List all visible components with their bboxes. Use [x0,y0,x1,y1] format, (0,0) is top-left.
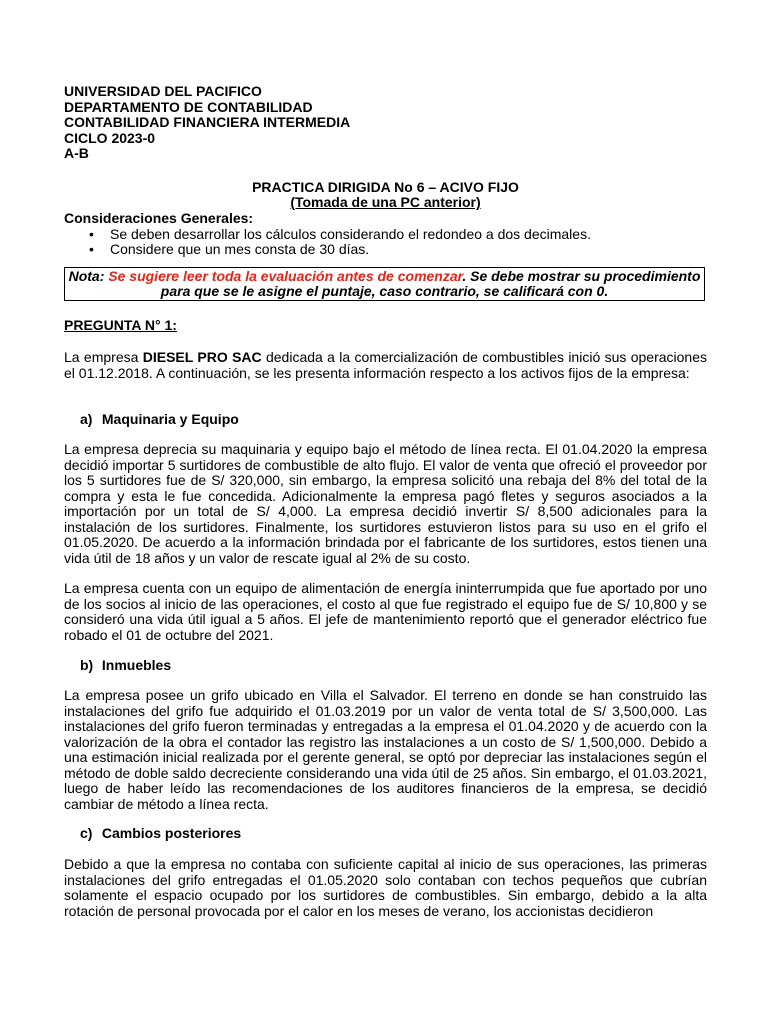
company-name: DIESEL PRO SAC [142,349,262,365]
bullet-icon: • [89,225,94,242]
section-heading-a [64,412,707,428]
paragraph-later-changes: Debido a que la empresa no contaba con suficiente capital al inicio de sus operaciones, las primeras instalaciones del grifo entregadas el 01.05.2020 solo contaban con techos pequeños que cubrían solamente el espacio ocupado por los surtidores de combustibles. Sin embargo, debido a la alta rotación de personal provocada por el calor en los meses de verano, los accionistas decidieron [64,856,707,919]
note-text: . Se debe mostrar su procedimiento para que se le asigne el puntaje, caso contrario, se calificará con 0. [160,268,701,299]
section-heading-c [64,826,707,842]
list-item [64,227,707,243]
header-department: DEPARTAMENTO DE CONTABILIDAD [64,98,313,115]
practice-title [64,180,707,210]
list-item [64,242,707,258]
header-course: CONTABILIDAD FINANCIERA INTERMEDIA [64,114,351,130]
bullet-icon: • [89,241,94,257]
header-university: UNIVERSIDAD DEL PACIFICO [64,83,262,99]
consideration-text: Se deben desarrollar los cálculos considerando el redondeo a dos decimales. [110,225,591,242]
section-title: Maquinaria y Equipo [101,411,239,427]
question-intro [64,350,707,381]
considerations-heading: Consideraciones Generales: [64,210,254,226]
paragraph-machinery: La empresa deprecia su maquinaria y equipo bajo el método de línea recta. El 01.04.2020 la empresa decidió importar 5 surtidores de combustible de alto flujo. El valor de venta que ofreció el proveedor por los 5 surtidores fue de S/ 320,000, sin embargo, la empresa solicitó una rebaja del 8% del total de la compra y esta le fue concedida. Adicionalmente la empresa pagó fletes y seguros asociados a la importación por un total de S/ 4,000. La empresa decidió invertir S/ 8,500 adicionales para la instalación de los surtidores. Finalmente, los surtidores estuvieron listos para su uso en el grifo el 01.05.2020. De acuerdo a la información brindada por el fabricante de los surtidores, estos tienen una vida útil de 18 años y un valor de rescate igual al 2% de su costo. [64,441,707,566]
paragraph-ups-equipment: La empresa cuenta con un equipo de alimentación de energía ininterrumpida que fue aportado por uno de los socios al inicio de las operaciones, el costo al que fue registrado el equipo fue de S/ 10,800 y se consideró una vida útil igual a 5 años. El jefe de mantenimiento reportó que el generador eléctrico fue robado el 01 de octubre del 2021. [64,580,707,643]
section-label: c) [80,825,93,841]
header-section: A-B [64,145,89,161]
practice-title-line1: PRACTICA DIRIGIDA No 6 – ACIVO FIJO [252,179,519,195]
header-cycle: CICLO 2023-0 [64,129,156,146]
intro-text: La empresa [64,349,143,365]
considerations-list [64,227,707,258]
intro-text-rest: dedicada a la comercialización de combustibles inició sus operaciones el 01.12.2018. A continuación, se les presenta información respecto a los activos fijos de la empresa: [64,349,707,381]
question-heading: PREGUNTA N° 1: [64,317,177,333]
general-considerations [64,211,707,258]
section-title: Cambios posteriores [101,825,242,841]
section-label: b) [80,657,94,673]
section-label: a) [80,411,93,427]
note-label: Nota: [68,268,105,284]
practice-title-line2: (Tomada de una PC anterior) [290,194,481,210]
document-header [64,84,707,162]
consideration-text: Considere que un mes consta de 30 días. [110,241,370,257]
section-heading-b [64,658,707,674]
section-title: Inmuebles [101,657,172,673]
paragraph-real-estate: La empresa posee un grifo ubicado en Villa el Salvador. El terreno en donde se han construido las instalaciones del grifo fue adquirido el 01.03.2019 por un valor de venta total de S/ 3,500,000. Las instalaciones del grifo fueron terminadas y entregadas a la empresa el 01.04.2020 y de acuerdo con la valorización de la obra el contador las registro las instalaciones a un costo de S/ 1,500,000. Debido a una estimación inicial realizada por el gerente general, se optó por depreciar las instalaciones según el método de doble saldo decreciente considerando una vida útil de 25 años. Sin embargo, el 01.03.2021, luego de haber leído las recomendaciones de los auditores financieros de la empresa, se decidió cambiar de método a línea recta. [64,687,707,812]
note-highlight: Se sugiere leer toda la evaluación antes de comenzar [108,268,463,284]
note-box [64,267,705,301]
